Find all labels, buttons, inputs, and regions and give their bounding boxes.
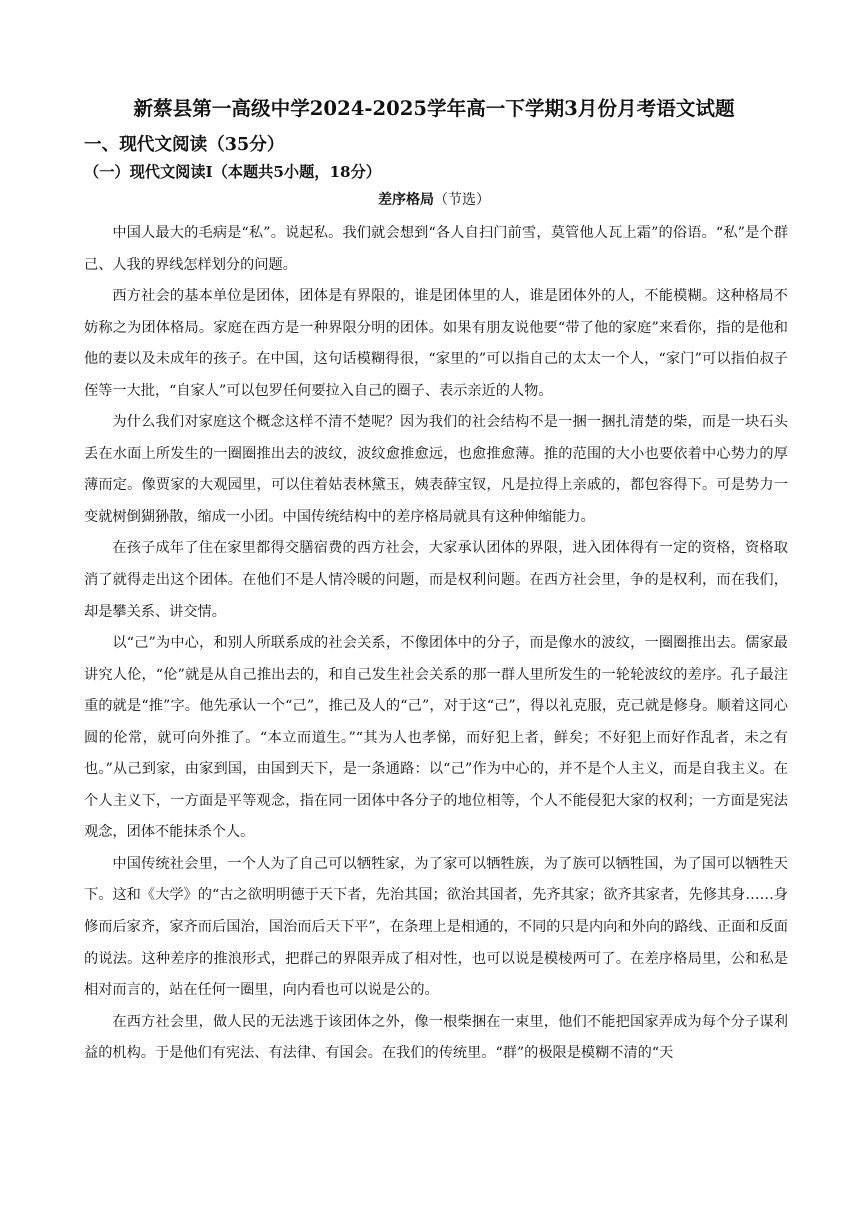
paragraph: 在西方社会里，做人民的无法逃于该团体之外，像一根柴捆在一束里，他们不能把国家弄成为每个分子谋利益的机构。于是他们有宪法、有法律、有国会。在我们的传统里。“群”的极限是模糊不清的“天 [84,1013,788,1062]
section-heading: 一、现代文阅读（35分） [84,134,285,155]
paragraph: 中国人最大的毛病是“私”。说起私。我们就会想到“各人自扫门前雪，莫管他人瓦上霜”的俗语。“私”是个群己、人我的界线怎样划分的问题。 [84,225,788,273]
paragraph: 中国传统社会里，一个人为了自己可以牺牲家，为了家可以牺牲族，为了族可以牺牲国，为了国可以牺牲天下。这和《大学》的“古之欲明明德于天下者，先治其国；欲治其国者，先齐其家；欲齐其家者，先修其身……身修而后家齐，家齐而后国治，国治而后天下平”，在条理上是相通的，不同的只是内向和外向的路线、正面和反面的说法。这种差序的推浪形式，把群己的界限弄成了相对性，也可以说是模棱两可了。在差序格局里，公和私是相对而言的，站在任何一圈里，向内看也可以说是公的。 [84,855,788,999]
exam-title: 新蔡县第一高级中学2024-2025学年高一下学期3月份月考语文试题 [133,97,735,120]
paragraph: 西方社会的基本单位是团体，团体是有界限的，谁是团体里的人，谁是团体外的人，不能模糊。这种格局不妨称之为团体格局。家庭在西方是一种界限分明的团体。如果有朋友说他要“带了他的家庭”来看你，指的是他和他的妻以及未成年的孩子。在中国，这句话模糊得很，“家里的”可以指自己的太太一个人，“家门”可以指伯叔子侄等一大批，“自家人”可以包罗任何要拉入自己的圈子、表示亲近的人物。 [84,288,788,399]
paragraph: 以“己”为中心，和别人所联系成的社会关系，不像团体中的分子，而是像水的波纹，一圈圈推出去。儒家最讲究人伦，“伦”就是从自己推出去的，和自己发生社会关系的那一群人里所发生的一轮轮波纹的差序。孔子最注重的就是“推”字。他先承认一个“己”，推己及人的“己”，对于这“己”，得以礼克服，克己就是修身。顺着这同心圆的伦常，就可向外推了。“本立而道生。”“其为人也孝悌，而好犯上者，鲜矣；不好犯上而好作乱者，未之有也。”从己到家，由家到国，由国到天下，是一条通路：以“己”作为中心的，并不是个人主义，而是自我主义。在个人主义下，一方面是平等观念，指在同一团体中各分子的地位相等，个人不能侵犯大家的权利；一方面是宪法观念，团体不能抹杀个人。 [84,635,788,841]
passage-body [84,218,788,1070]
passage-title: 差序格局 [378,192,434,208]
passage-note: （节选） [434,192,490,208]
subsection-heading: （一）现代文阅读I（本题共5小题，18分） [84,163,381,181]
paragraph: 在孩子成年了住在家里都得交膳宿费的西方社会，大家承认团体的界限，进入团体得有一定的资格，资格取消了就得走出这个团体。在他们不是人情冷暖的问题，而是权利问题。在西方社会里，争的是权利，而在我们，却是攀关系、讲交情。 [84,540,788,620]
paragraph: 为什么我们对家庭这个概念这样不清不楚呢？因为我们的社会结构不是一捆一捆扎清楚的柴，而是一块石头丢在水面上所发生的一圈圈推出去的波纹，波纹愈推愈远，也愈推愈薄。推的范围的大小也要依着中心势力的厚薄而定。像贾家的大观园里，可以住着姑表林黛玉，姨表薛宝钗，凡是拉得上亲戚的，都包容得下。可是势力一变就树倒猢狲散，缩成一小团。中国传统结构中的差序格局就具有这种伸缩能力。 [84,414,788,525]
passage-heading [0,189,868,209]
